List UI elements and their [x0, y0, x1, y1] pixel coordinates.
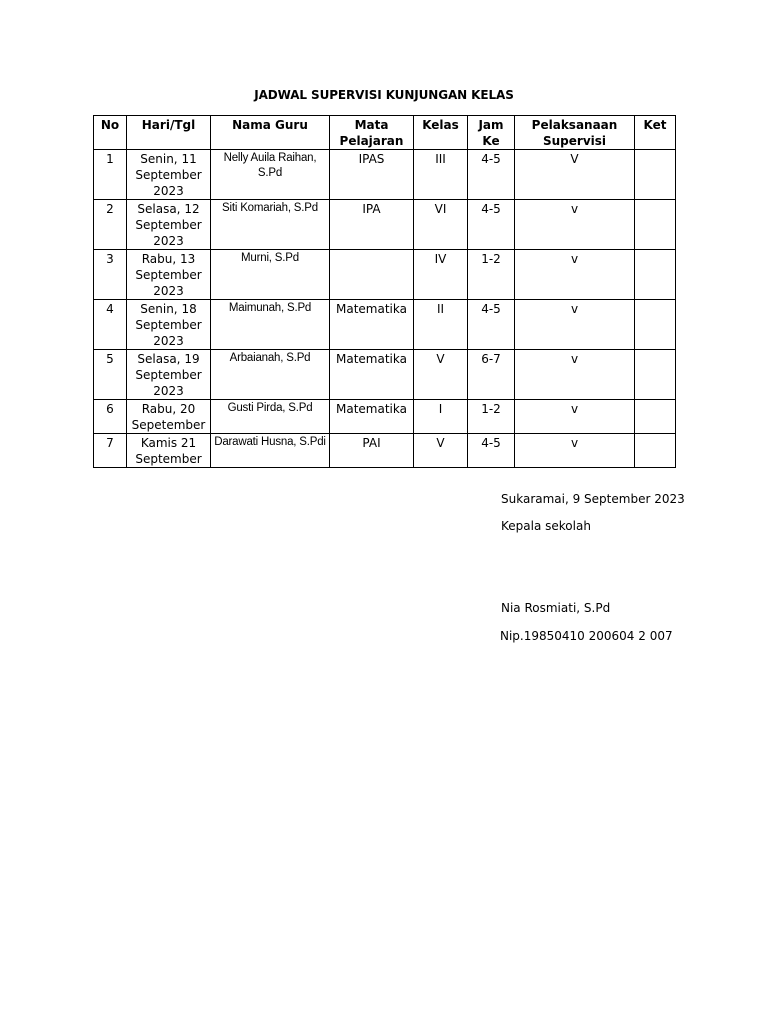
signature-nip: Nip.19850410 200604 2 007: [500, 629, 673, 643]
cell-pelaksanaan: V: [515, 150, 635, 200]
cell-ket: [635, 300, 676, 350]
header-ket: Ket: [635, 116, 676, 150]
table-header-row: [94, 116, 676, 150]
cell-no: 1: [94, 150, 127, 200]
cell-ket: [635, 150, 676, 200]
cell-hari: Senin, 18 September 2023: [127, 300, 211, 350]
cell-pelaksanaan: v: [515, 400, 635, 434]
cell-hari: Rabu, 13 September 2023: [127, 250, 211, 300]
header-hari: Hari/Tgl: [127, 116, 211, 150]
cell-pelaksanaan: v: [515, 434, 635, 468]
cell-guru: Nelly Auila Raihan, S.Pd: [211, 150, 330, 200]
header-guru: Nama Guru: [211, 116, 330, 150]
cell-kelas: II: [414, 300, 468, 350]
cell-kelas: III: [414, 150, 468, 200]
cell-pelaksanaan: v: [515, 200, 635, 250]
cell-mapel: IPA: [330, 200, 414, 250]
header-mapel: Mata Pelajaran: [330, 116, 414, 150]
cell-kelas: V: [414, 434, 468, 468]
header-jam: Jam Ke: [468, 116, 515, 150]
header-no: No: [94, 116, 127, 150]
cell-ket: [635, 250, 676, 300]
cell-guru: Maimunah, S.Pd: [211, 300, 330, 350]
table-row: [94, 150, 676, 200]
table-row: [94, 200, 676, 250]
cell-no: 7: [94, 434, 127, 468]
table-row: [94, 300, 676, 350]
cell-kelas: IV: [414, 250, 468, 300]
cell-no: 4: [94, 300, 127, 350]
cell-hari: Kamis 21 September: [127, 434, 211, 468]
cell-ket: [635, 400, 676, 434]
cell-hari: Selasa, 19 September 2023: [127, 350, 211, 400]
cell-ket: [635, 200, 676, 250]
schedule-table: [93, 115, 676, 468]
header-pelaksanaan: Pelaksanaan Supervisi: [515, 116, 635, 150]
signature-name: Nia Rosmiati, S.Pd: [501, 601, 611, 615]
document-title: JADWAL SUPERVISI KUNJUNGAN KELAS: [254, 88, 514, 102]
cell-guru: Murni, S.Pd: [211, 250, 330, 300]
cell-mapel: Matematika: [330, 350, 414, 400]
cell-guru: Darawati Husna, S.Pdi: [211, 434, 330, 468]
cell-jam: 4-5: [468, 300, 515, 350]
cell-kelas: VI: [414, 200, 468, 250]
cell-hari: Rabu, 20 Sepetember: [127, 400, 211, 434]
cell-ket: [635, 350, 676, 400]
signature-role: Kepala sekolah: [501, 519, 591, 533]
cell-jam: 1-2: [468, 400, 515, 434]
cell-kelas: I: [414, 400, 468, 434]
cell-jam: 4-5: [468, 150, 515, 200]
signature-place-date: Sukaramai, 9 September 2023: [501, 492, 685, 506]
cell-guru: Siti Komariah, S.Pd: [211, 200, 330, 250]
table-row: [94, 250, 676, 300]
table-row: [94, 350, 676, 400]
cell-no: 5: [94, 350, 127, 400]
cell-mapel: [330, 250, 414, 300]
cell-guru: Gusti Pirda, S.Pd: [211, 400, 330, 434]
cell-mapel: Matematika: [330, 400, 414, 434]
header-kelas: Kelas: [414, 116, 468, 150]
table-row: [94, 400, 676, 434]
cell-no: 2: [94, 200, 127, 250]
cell-ket: [635, 434, 676, 468]
cell-mapel: Matematika: [330, 300, 414, 350]
cell-no: 3: [94, 250, 127, 300]
cell-hari: Selasa, 12 September 2023: [127, 200, 211, 250]
cell-no: 6: [94, 400, 127, 434]
table-row: [94, 434, 676, 468]
cell-jam: 4-5: [468, 434, 515, 468]
cell-jam: 1-2: [468, 250, 515, 300]
cell-kelas: V: [414, 350, 468, 400]
cell-jam: 6-7: [468, 350, 515, 400]
cell-mapel: IPAS: [330, 150, 414, 200]
cell-pelaksanaan: v: [515, 250, 635, 300]
cell-jam: 4-5: [468, 200, 515, 250]
cell-pelaksanaan: v: [515, 350, 635, 400]
cell-hari: Senin, 11 September 2023: [127, 150, 211, 200]
cell-guru: Arbaianah, S.Pd: [211, 350, 330, 400]
cell-mapel: PAI: [330, 434, 414, 468]
cell-pelaksanaan: v: [515, 300, 635, 350]
